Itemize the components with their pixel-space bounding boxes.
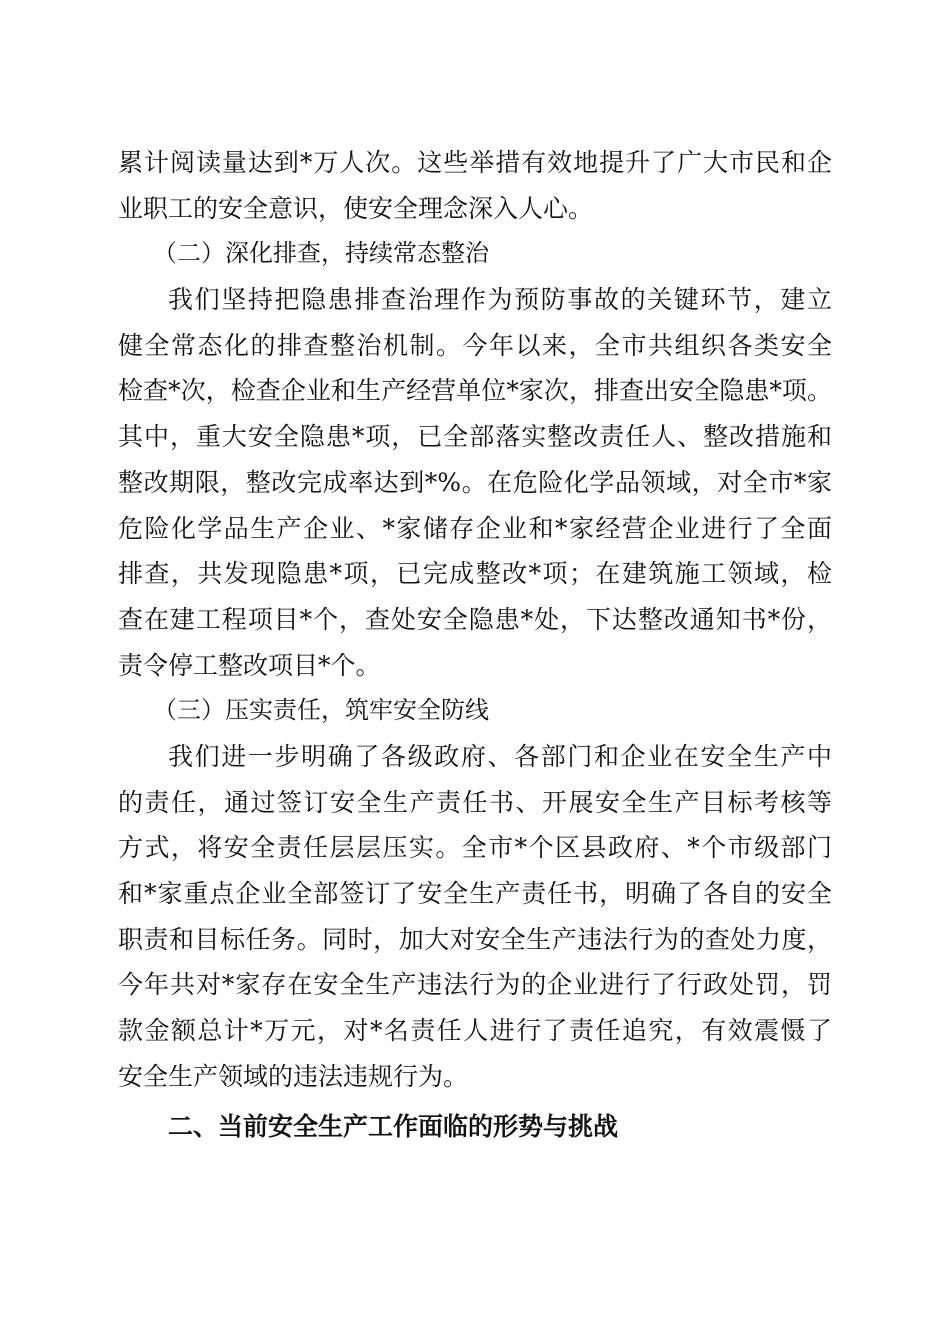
paragraph-line: 其中，重大安全隐患*项，已全部落实整改责任人、整改措施和	[118, 422, 832, 452]
paragraph-line: 安全生产领域的违法违规行为。	[118, 1061, 469, 1091]
paragraph-line: 查在建工程项目*个，查处安全隐患*处，下达整改通知书*份，	[118, 604, 832, 634]
paragraph-line: 的责任，通过签订安全生产责任书、开展安全生产目标考核等	[118, 787, 832, 817]
section-3-paragraph	[118, 734, 832, 1100]
paragraph-line: 检查*次，检查企业和生产经营单位*家次，排查出安全隐患*项。	[118, 376, 832, 406]
paragraph-line: 款金额总计*万元，对*名责任人进行了责任追究，有效震慑了	[118, 1016, 832, 1046]
paragraph-line: 和*家重点企业全部签订了安全生产责任书，明确了各自的安全	[118, 879, 832, 908]
chapter-2-heading: 二、当前安全生产工作面临的形势与挑战	[168, 1112, 619, 1142]
document-body	[118, 140, 832, 1150]
section-2-paragraph	[118, 277, 832, 688]
paragraph-line: 职责和目标任务。同时，加大对安全生产违法行为的查处力度，	[118, 924, 832, 954]
paragraph-line: 排查，共发现隐患*项，已完成整改*项；在建筑施工领域，检	[118, 559, 832, 589]
paragraph-line: 健全常态化的排查整治机制。今年以来，全市共组织各类安全	[118, 330, 832, 360]
section-3-title: （三）压实责任，筑牢安全防线	[153, 696, 489, 725]
paragraph-line: 责令停工整改项目*个。	[118, 650, 381, 680]
paragraph-line: 方式，将安全责任层层压实。全市*个区县政府、*个市级部门	[118, 833, 832, 863]
paragraph-line: 我们坚持把隐患排查治理作为预防事故的关键环节，建立	[168, 285, 832, 315]
paragraph-line: 累计阅读量达到*万人次。这些举措有效地提升了广大市民和企	[118, 148, 832, 177]
paragraph-line: 今年共对*家存在安全生产违法行为的企业进行了行政处罚，罚	[118, 970, 832, 1000]
section-2-title: （二）深化排查，持续常态整治	[153, 239, 489, 268]
paragraph-line: 我们进一步明确了各级政府、各部门和企业在安全生产中	[168, 741, 832, 771]
intro-paragraph	[118, 140, 832, 231]
paragraph-line: 业职工的安全意识，使安全理念深入人心。	[118, 193, 594, 223]
paragraph-line: 整改期限，整改完成率达到*%。在危险化学品领域，对全市*家	[118, 467, 832, 497]
paragraph-line: 危险化学品生产企业、*家储存企业和*家经营企业进行了全面	[118, 513, 832, 543]
